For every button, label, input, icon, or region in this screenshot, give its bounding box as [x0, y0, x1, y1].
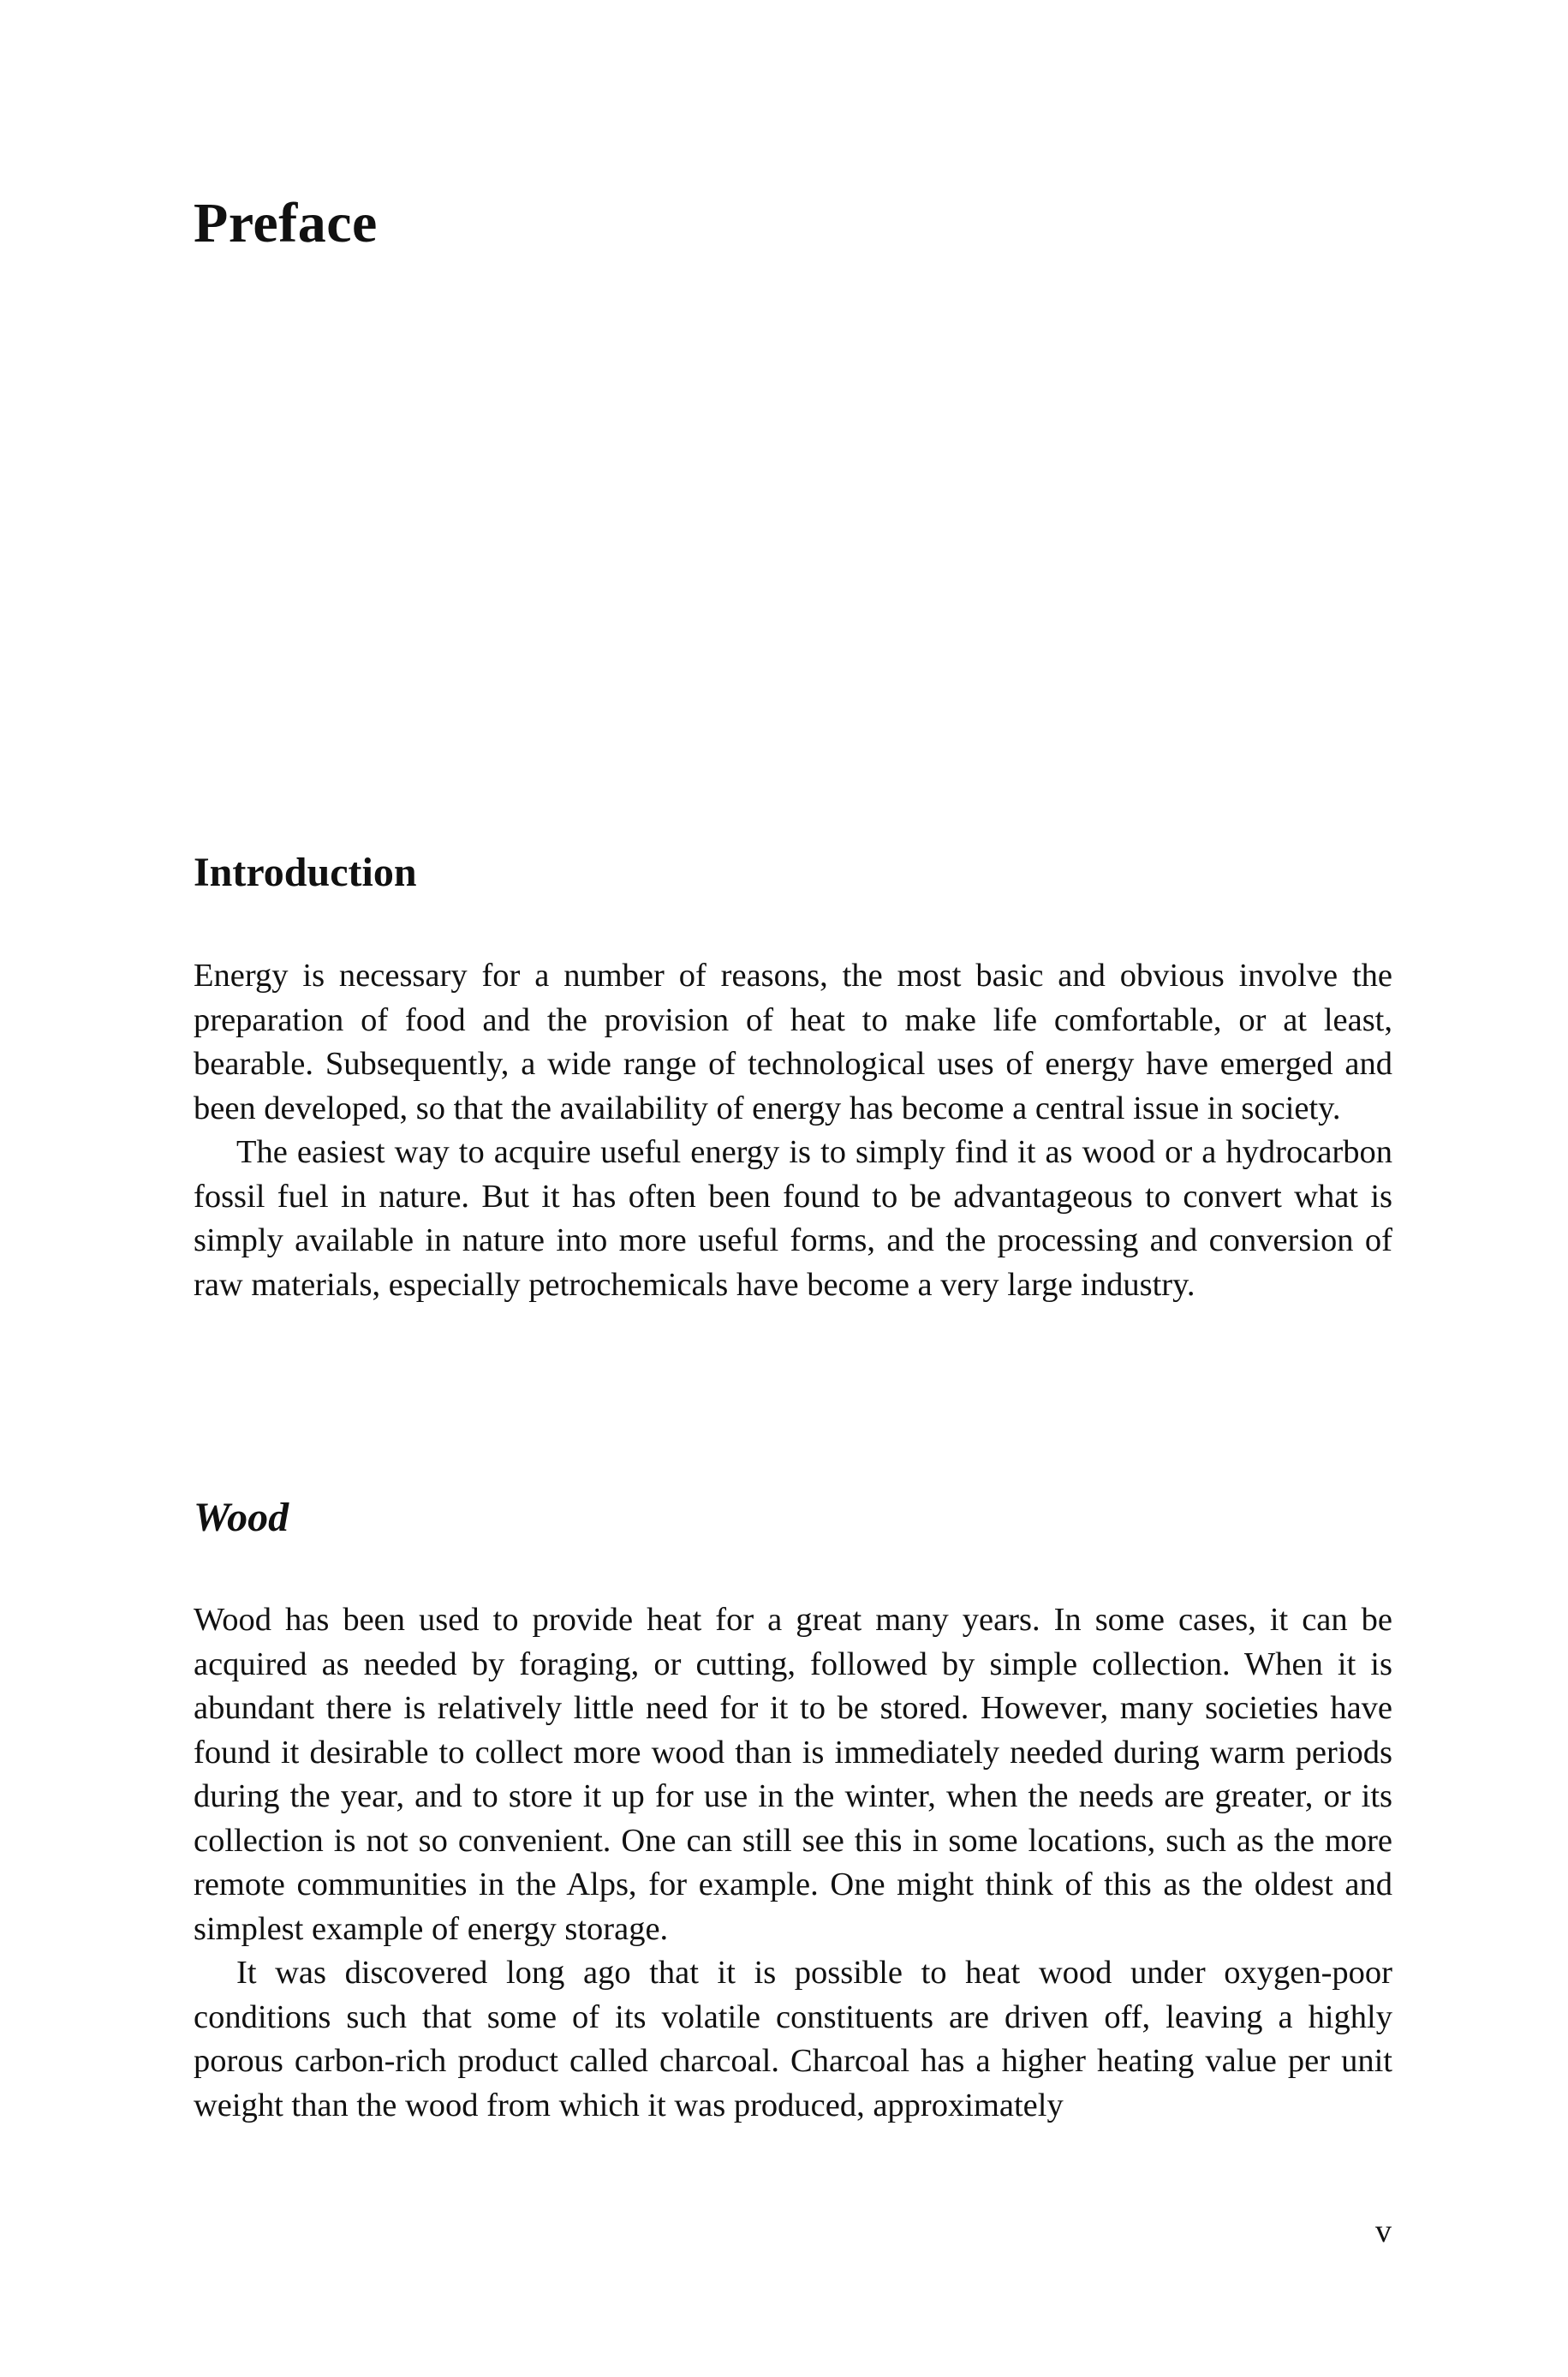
wood-body [194, 1598, 1392, 2128]
page-title: Preface [194, 192, 378, 254]
paragraph: The easiest way to acquire useful energy is to simply find it as wood or a hydrocarbon fossil fuel in nature. But it has often been found to be advantageous to convert what is simply available in nature into more useful forms, and the processing and conversion of raw materials, especially petrochemicals have become a very large industry. [194, 1134, 1392, 1303]
introduction-body [194, 954, 1392, 1307]
section-heading-introduction: Introduction [194, 850, 417, 895]
page-number: v [1375, 2213, 1392, 2249]
paragraph: Wood has been used to provide heat for a great many years. In some cases, it can be acquired as needed by foraging, or cutting, followed by simple collection. When it is abundant there is relatively little need for it to be stored. However, many societies have found it desirable to collect more wood than is immediately needed during warm periods during the year, and to store it up for use in the winter, when the needs are greater, or its collection is not so convenient. One can still see this in some locations, such as the more remote communities in the Alps, for example. One might think of this as the oldest and simplest example of energy storage. [194, 1602, 1392, 1947]
paragraph: Energy is necessary for a number of reasons, the most basic and obvious involve the preparation of food and the provision of heat to make life comfortable, or at least, bearable. Subsequently, a wide range of technological uses of energy have emerged and been developed, so that the availability of energy has become a central issue in society. [194, 958, 1392, 1126]
paragraph: It was discovered long ago that it is possible to heat wood under oxygen-poor conditions such that some of its volatile constituents are driven off, leaving a highly porous carbon-rich product called charcoal. Charcoal has a higher heating value per unit weight than the wood from which it was produced, approximately [194, 1955, 1392, 2123]
section-heading-wood: Wood [194, 1495, 289, 1540]
